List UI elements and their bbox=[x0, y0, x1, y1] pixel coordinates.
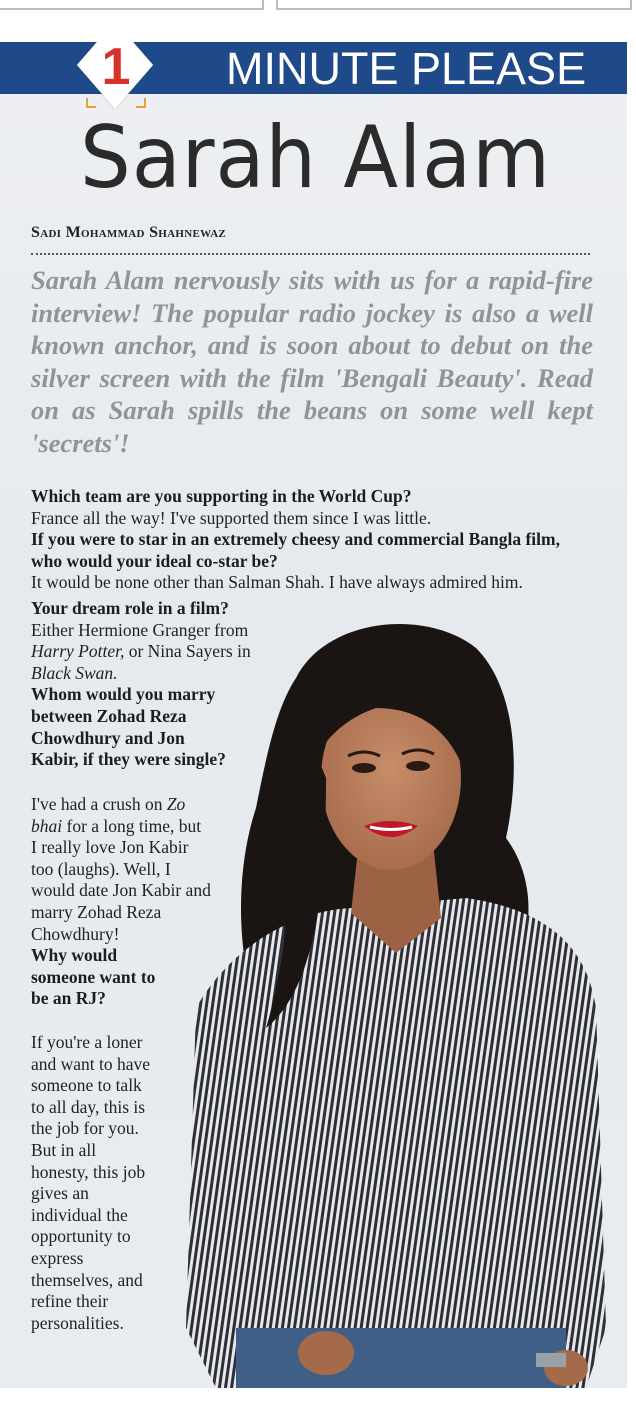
answer-5: If you're a loner and want to have someone to talk to all day, this is the job for you. But in all honesty, this job gives an individual the opportunity to express themselves, and refine their personalities. bbox=[31, 1032, 151, 1333]
answer-1: France all the way! I've supported them since I was little. bbox=[31, 507, 432, 528]
answer-2: It would be none other than Salman Shah. I have always admired him. bbox=[31, 572, 523, 593]
nickname: Zo bhai bbox=[31, 794, 186, 836]
answer-4-text: I've had a crush on bbox=[31, 794, 163, 814]
column-title: MINUTE PLEASE bbox=[226, 43, 587, 94]
byline: Sadi Mohammad Shahnewaz bbox=[31, 224, 227, 241]
question-3: Your dream role in a film? bbox=[31, 598, 229, 618]
answer-3-text: or Nina Sayers in bbox=[128, 641, 251, 662]
previous-column-box bbox=[0, 0, 264, 10]
film-title-harry-potter: Harry Potter, bbox=[31, 641, 125, 662]
film-title-black-swan: Black Swan. bbox=[31, 662, 118, 683]
number-badge bbox=[72, 42, 160, 108]
answer-3-text: Either Hermione Granger from bbox=[31, 619, 249, 640]
question-5: Why would someone want to be an RJ? bbox=[31, 945, 156, 1009]
answer-4-text: for a long time, but I really love Jon Kabir too (laughs). Well, I would date Jon Kabir and marry Zohad Reza Chowdhury! bbox=[31, 815, 211, 944]
badge-number: 1 bbox=[101, 42, 131, 96]
answer-4 bbox=[31, 794, 211, 945]
article-page bbox=[0, 42, 627, 1388]
qa-block-narrow-2 bbox=[31, 794, 211, 1010]
page-right-margin bbox=[627, 40, 636, 1390]
dotted-divider bbox=[31, 253, 590, 255]
question-1: Which team are you supporting in the World Cup? bbox=[31, 486, 412, 506]
previous-column-box bbox=[276, 0, 632, 10]
qa-block-narrow-3 bbox=[31, 1032, 157, 1334]
answer-3 bbox=[31, 620, 269, 685]
qa-block-narrow-1 bbox=[31, 598, 269, 771]
question-4: Whom would you marry between Zohad Reza Chowdhury and Jon Kabir, if they were single? bbox=[31, 684, 226, 770]
question-2: If you were to star in an extremely cheesy and commercial Bangla film, who would your ideal co-star be? bbox=[31, 529, 560, 571]
intro-paragraph: Sarah Alam nervously sits with us for a rapid-fire interview! The popular radio jockey is also a well known anchor, and is soon about to debut on the silver screen with the film 'Bengali Beauty'. Read on as Sarah spills the beans on some well kept 'secrets'! bbox=[31, 265, 593, 458]
qa-block-wide bbox=[31, 486, 601, 594]
article-headline: Sarah Alam bbox=[80, 108, 551, 208]
